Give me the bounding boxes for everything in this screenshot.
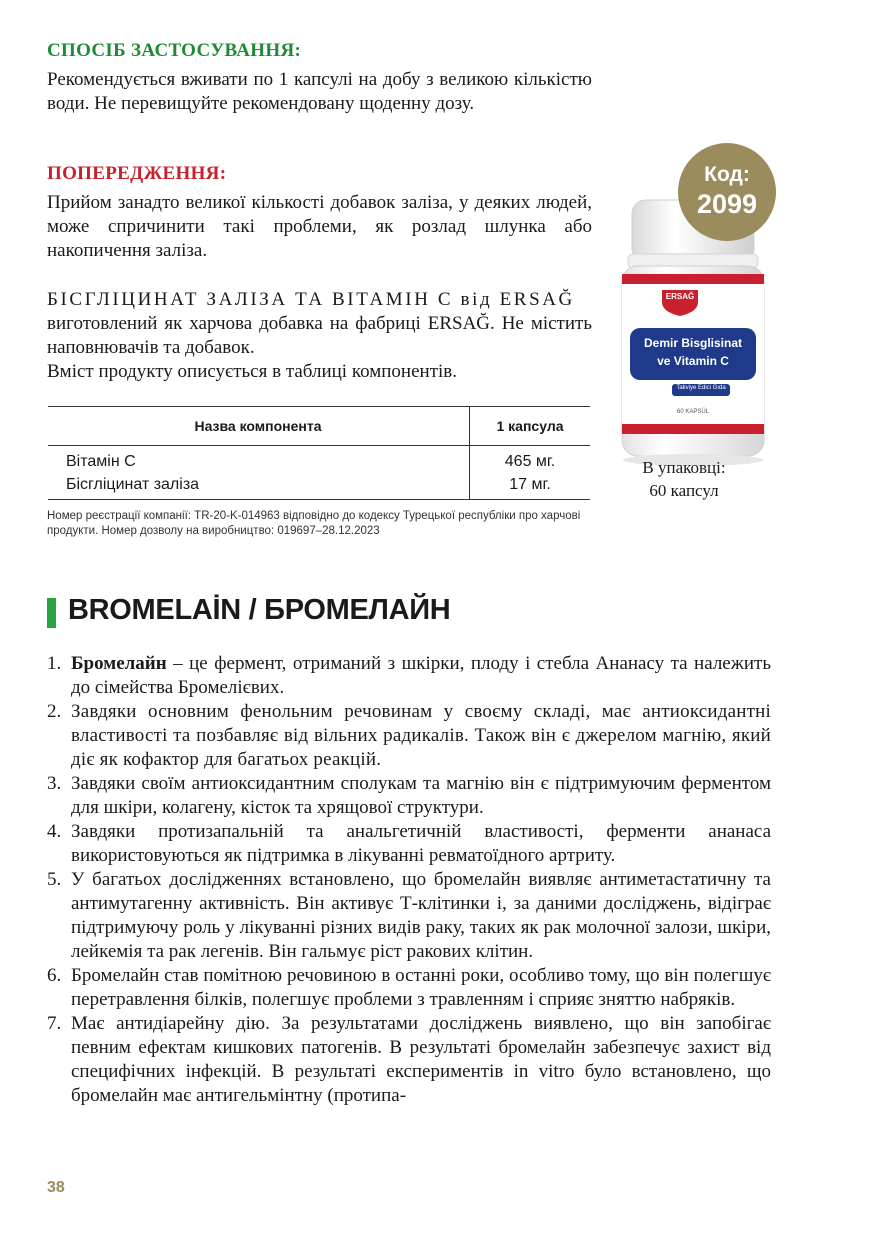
section-title: BROMELAİN / БРОМЕЛАЙН <box>68 594 451 626</box>
component-amount: 465 мг. <box>504 453 556 470</box>
list-item-number: 7. <box>47 1013 62 1034</box>
product-code-value: 2099 <box>696 189 758 219</box>
list-item-text: – це фермент, отриманий з шкірки, плоду і стебла Ананасу та належить до сімейства Бромелієвих. <box>71 653 771 698</box>
usage-text: Рекомендується вживати по 1 капсулі на добу з великою кількістю води. Не перевищуйте рекомендовану щоденну дозу. <box>47 69 592 114</box>
product-code-label: Код: <box>704 163 750 186</box>
list-item-number: 1. <box>47 653 62 674</box>
list-item-text: Бромелайн став помітною речовиною в останні роки, особливо тому, що він полегшує перетравлення білків, полегшує проблеми з травленням і сприяє зняттю набряків. <box>71 965 771 1010</box>
product-description: виготовлений як харчова добавка на фабриці ERSAĞ. Не містить наповнювачів та добавок. <box>47 313 592 358</box>
usage-heading: СПОСІБ ЗАСТОСУВАННЯ: <box>47 40 302 61</box>
list-item-number: 3. <box>47 773 62 794</box>
list-item-text: Має антидіарейну дію. За результатами досліджень виявлено, що він запобігає певним ефектам кишкових патогенів. В результаті бромелайн забезпечує захист від специфічних інфекцій. В результаті експериментів in vitro було встановлено, що бромелайн має антигельмінтну (протипа- <box>71 1013 771 1106</box>
pack-caption-line2: 60 капсул <box>649 481 719 500</box>
list-item <box>47 652 771 700</box>
pack-caption <box>608 456 760 502</box>
list-item-number: 6. <box>47 965 62 986</box>
label-title-line1: Demir Bisglisinat <box>643 336 743 350</box>
list-item-bold-term: Бромелайн <box>71 653 167 674</box>
label-count: 60 KAPSÜL <box>676 409 710 415</box>
component-table <box>48 406 590 500</box>
pack-caption-line1: В упаковці: <box>642 458 726 477</box>
label-title-line2: ve Vitamin C <box>657 354 729 368</box>
list-item-text: Завдяки своїм антиоксидантним сполукам та магнію він є підтримуючим ферментом для шкіри, колагену, кісток та хрящової структури. <box>71 773 771 818</box>
product-code-badge <box>678 143 776 241</box>
list-item-text: Завдяки протизапальній та анальгетичній властивості, ферменти ананаса використовуються як підтримка в лікуванні ревматоїдного артриту. <box>71 821 771 866</box>
registration-note: Номер реєстрації компанії: TR-20-K-014963 відповідно до кодексу Турецької республіки про харчові продукти. Номер дозволу на виробництво: 019697–28.12.2023 <box>47 510 581 537</box>
list-item-number: 5. <box>47 869 62 890</box>
component-name: Вітамін С <box>66 453 136 470</box>
list-item-number: 2. <box>47 701 62 722</box>
product-table-intro: Вміст продукту описується в таблиці компонентів. <box>47 361 457 382</box>
component-name: Бісгліцинат заліза <box>66 476 200 493</box>
table-header-row <box>48 407 590 446</box>
label-badge: Takviye Edici Gıda <box>676 385 726 391</box>
warning-text: Прийом занадто великої кількості добавок заліза, у деяких людей, може спричинити такі проблеми, як розлад шлунка або накопичення заліза. <box>47 192 592 261</box>
bromelain-points-list <box>47 652 771 1108</box>
list-item-text: Завдяки основним фенольним речовинам у своєму складі, має антиоксидантні властивості та позбавляє від вільних радикалів. Також він є джерелом магнію, який діє як кофактор для багатьох реакцій. <box>71 701 771 770</box>
list-item <box>47 1012 771 1108</box>
product-name: БІСГЛІЦИНАТ ЗАЛІЗА ТА ВІТАМІН С від ERSAĞ <box>47 289 575 310</box>
section-accent-bar <box>47 598 56 628</box>
table-header-component: Назва компонента <box>48 407 470 446</box>
list-item <box>47 700 771 772</box>
component-amounts <box>470 446 591 500</box>
list-item <box>47 868 771 964</box>
label-brand: ERSAĞ <box>665 292 695 301</box>
list-item <box>47 964 771 1012</box>
warning-heading: ПОПЕРЕДЖЕННЯ: <box>47 163 227 184</box>
table-header-amount: 1 капсула <box>470 407 591 446</box>
list-item-number: 4. <box>47 821 62 842</box>
list-item <box>47 820 771 868</box>
list-item-text: У багатьох дослідженнях встановлено, що бромелайн виявляє антиметастатичну та антимутагенну активність. Він активує Т-клітинки і, за даними досліджень, відіграє підтримуючу роль у лікуванні різних видів раку, таких як рак молочної залози, шкіри, лейкемія та рак легенів. Він гальмує ріст ракових клітин. <box>71 869 771 962</box>
component-names <box>48 446 470 500</box>
page-number: 38 <box>47 1179 65 1196</box>
component-amount: 17 мг. <box>509 476 551 493</box>
list-item <box>47 772 771 820</box>
table-row <box>48 446 590 500</box>
